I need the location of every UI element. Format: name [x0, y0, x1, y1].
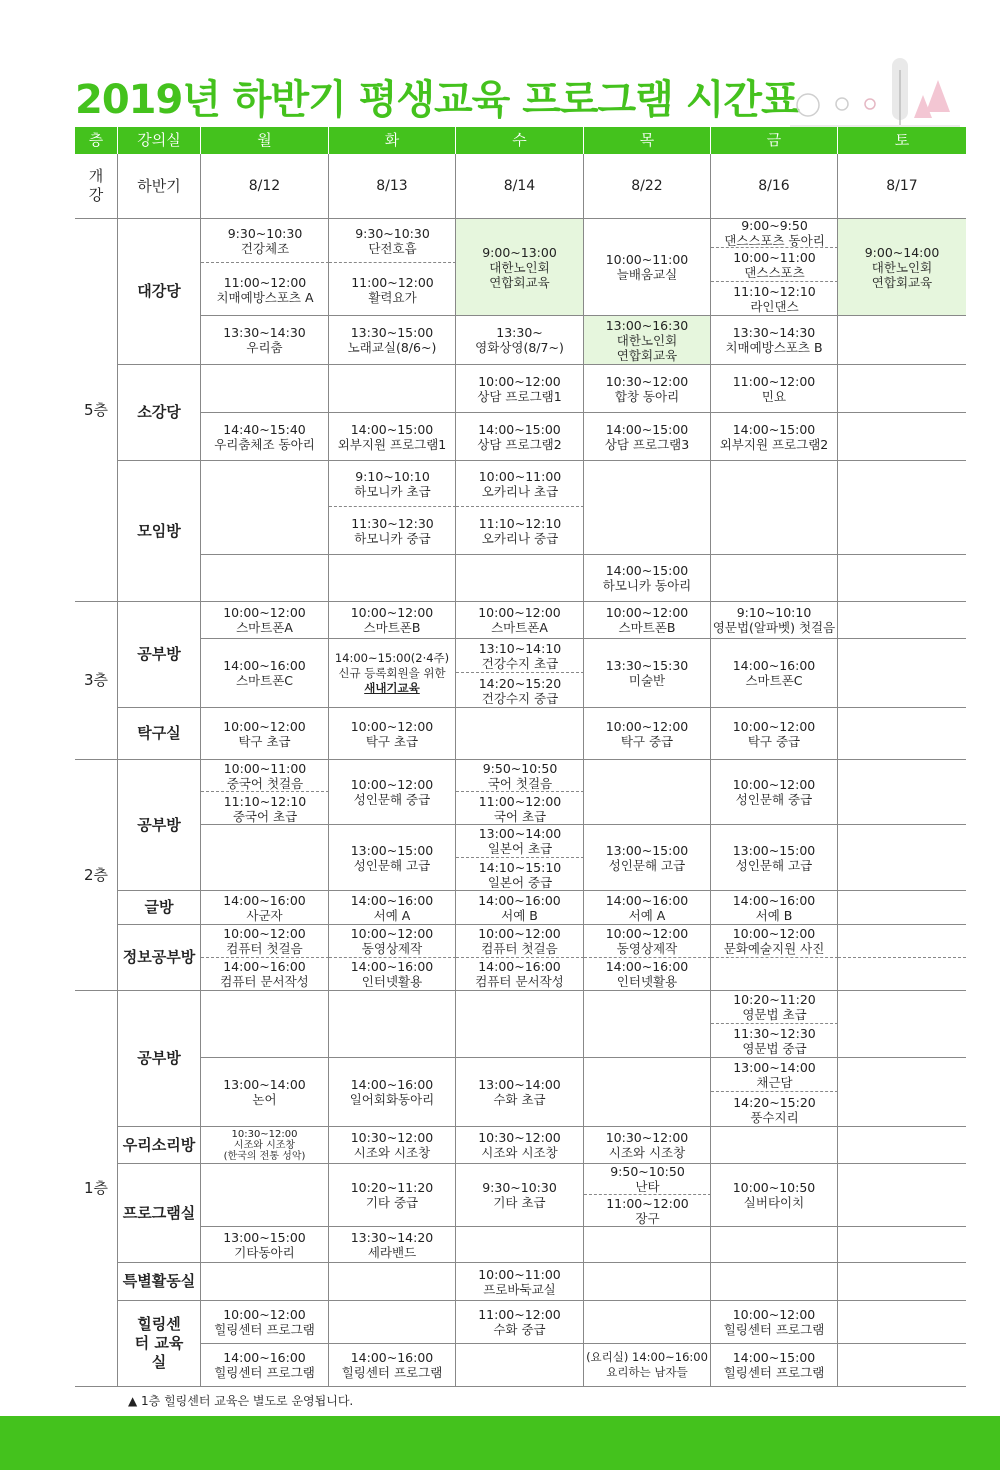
- session-d3: 10:00~12:00 스마트폰A: [456, 602, 584, 639]
- room-2-info: 정보공부방: [118, 925, 201, 991]
- session-d11: 14:00~16:00 스마트폰C: [711, 639, 838, 708]
- session-i6: 13:00~14:00 채근담: [711, 1058, 838, 1092]
- session-h3: 10:00~12:00 컴퓨터 첫걸음: [456, 925, 584, 958]
- empty-cell: [838, 413, 966, 461]
- empty-cell: [584, 1263, 711, 1301]
- empty-cell: [711, 461, 838, 555]
- opening-period: 하반기: [118, 154, 201, 219]
- session-g2: 14:00~16:00 서예 A: [329, 891, 456, 925]
- session-d8: 13:10~14:10 건강수지 초급: [456, 639, 584, 673]
- room-1-healing: 힐링센터 교육실: [118, 1301, 201, 1387]
- room-1-special: 특별활동실: [118, 1263, 201, 1301]
- session-b7: 14:00~15:00 상담 프로그램3: [584, 413, 711, 461]
- session-i1: 10:20~11:20 영문법 초급: [711, 991, 838, 1024]
- room-1-study: 공부방: [118, 991, 201, 1127]
- session-d4: 10:00~12:00 스마트폰B: [584, 602, 711, 639]
- room-5-auditorium: 대강당: [118, 219, 201, 365]
- room-5-meeting: 모임방: [118, 461, 201, 602]
- header-room: 강의실: [118, 127, 201, 154]
- session-k4: 11:00~12:00 장구: [606, 1196, 689, 1226]
- floor-2: 2층: [75, 760, 118, 991]
- session-a9: 11:10~12:10 라인댄스: [733, 284, 816, 314]
- session-a10: 9:00~14:00 대한노인회 연합회교육: [838, 219, 966, 316]
- page-title: 2019년 하반기 평생교육 프로그램 시간표: [75, 77, 799, 123]
- session-f5: 11:00~12:00 국어 초급: [478, 793, 562, 824]
- empty-cell: [201, 825, 329, 891]
- session-k3: 9:50~10:50 난타: [584, 1164, 711, 1195]
- session-c2: 11:30~12:30 하모니카 중급: [351, 516, 434, 546]
- session-a4: 11:00~12:00 활력요가: [351, 274, 434, 305]
- empty-cell: [711, 1227, 838, 1263]
- opening-date-sat: 8/17: [838, 154, 966, 219]
- session-a11: 13:30~14:30 우리춤: [201, 316, 329, 365]
- session-f4: 9:50~10:50 국어 첫걸음: [456, 760, 584, 792]
- empty-cell: [584, 991, 711, 1058]
- session-e1: 10:00~12:00 탁구 초급: [201, 708, 329, 760]
- session-k1: 10:20~11:20 기타 중급: [329, 1164, 456, 1227]
- session-d10: 13:30~15:30 미술반: [584, 639, 711, 708]
- session-c3: 10:00~11:00 오카리나 초급: [456, 461, 584, 507]
- tree-decoration-icon: [790, 50, 960, 130]
- session-j4: 10:30~12:00 시조와 시조창: [584, 1127, 711, 1164]
- session-c5: 14:00~15:00 하모니카 동아리: [584, 555, 711, 602]
- session-b1: 10:00~12:00 상담 프로그램1: [456, 365, 584, 413]
- room-1-sori: 우리소리방: [118, 1127, 201, 1164]
- opening-label: 개강: [75, 154, 118, 219]
- session-a1: 9:30~10:30 건강체조: [201, 219, 329, 263]
- opening-date-mon: 8/12: [201, 154, 329, 219]
- session-j3: 10:30~12:00 시조와 시조창: [456, 1127, 584, 1164]
- empty-cell: [838, 461, 966, 555]
- room-2-study: 공부방: [118, 760, 201, 891]
- session-e2: 10:00~12:00 탁구 초급: [329, 708, 456, 760]
- session-a12: 13:30~15:00 노래교실(8/6~): [329, 316, 456, 365]
- room-2-writing: 글방: [118, 891, 201, 925]
- session-l1: 10:00~11:00 프로바둑교실: [456, 1263, 584, 1301]
- empty-cell: [711, 1263, 838, 1301]
- session-f8: 13:00~14:00 일본어 초급: [456, 825, 584, 858]
- session-d2: 10:00~12:00 스마트폰B: [329, 602, 456, 639]
- session-f10: 13:00~15:00 성인문해 고급: [584, 825, 711, 891]
- opening-date-tue: 8/13: [329, 154, 456, 219]
- session-f6: 10:00~12:00 성인문해 중급: [711, 760, 838, 825]
- empty-cell: [838, 1127, 966, 1164]
- session-h6: 14:00~16:00 컴퓨터 문서작성: [201, 958, 329, 991]
- session-m5: 14:00~16:00 힐링센터 프로그램: [329, 1344, 456, 1387]
- empty-cell: [838, 1344, 966, 1387]
- session-m2: 11:00~12:00 수화 중급: [456, 1301, 584, 1344]
- empty-cell: [584, 1058, 711, 1127]
- floor-3: 3층: [75, 602, 118, 760]
- session-b2: 10:30~12:00 합창 동아리: [584, 365, 711, 413]
- empty-cell: [838, 925, 966, 958]
- session-m4: 14:00~16:00 힐링센터 프로그램: [201, 1344, 329, 1387]
- session-h2: 10:00~12:00 동영상제작: [329, 925, 456, 958]
- session-h5: 10:00~12:00 문화예술지원 사진: [711, 925, 838, 958]
- empty-cell: [838, 316, 966, 365]
- session-c1: 9:10~10:10 하모니카 초급: [329, 461, 456, 507]
- room-5-small-hall: 소강당: [118, 365, 201, 461]
- session-i7: 14:20~15:20 풍수지리: [733, 1094, 816, 1125]
- session-a8: 10:00~11:00 댄스스포츠: [711, 248, 838, 282]
- empty-cell: [329, 365, 456, 413]
- header-day-wed: 수: [456, 127, 584, 154]
- footer-bar: [0, 1416, 1000, 1470]
- empty-cell: [838, 825, 966, 891]
- empty-cell: [838, 958, 966, 991]
- floor-1: 1층: [75, 991, 118, 1387]
- empty-cell: [456, 708, 584, 760]
- empty-cell: [329, 1263, 456, 1301]
- empty-cell: [711, 555, 838, 602]
- empty-cell: [201, 461, 329, 555]
- session-a3: 9:30~10:30 단전호흡: [329, 219, 456, 263]
- empty-cell: [584, 760, 711, 825]
- session-i2: 11:30~12:30 영문법 중급: [733, 1026, 816, 1056]
- header-day-mon: 월: [201, 127, 329, 154]
- session-a6: 10:00~11:00 늘배움교실: [584, 219, 711, 316]
- empty-cell: [329, 991, 456, 1058]
- room-1-program: 프로그램실: [118, 1164, 201, 1263]
- session-k6: 13:00~15:00 기타동아리: [201, 1227, 329, 1263]
- session-k5: 10:00~10:50 실버타이치: [711, 1164, 838, 1227]
- header-day-thu: 목: [584, 127, 711, 154]
- empty-cell: [329, 1301, 456, 1344]
- opening-date-wed: 8/14: [456, 154, 584, 219]
- session-a5: 9:00~13:00 대한노인회 연합회교육: [456, 219, 584, 316]
- session-f11: 13:00~15:00 성인문해 고급: [711, 825, 838, 891]
- session-h8: 14:00~16:00 컴퓨터 문서작성: [456, 958, 584, 991]
- empty-cell: [456, 991, 584, 1058]
- session-b6: 14:00~15:00 상담 프로그램2: [456, 413, 584, 461]
- session-h7: 14:00~16:00 인터넷활용: [329, 958, 456, 991]
- footnote: ▲ 1층 힐링센터 교육은 별도로 운영됩니다.: [128, 1394, 354, 1408]
- empty-cell: [456, 1227, 584, 1263]
- session-i5: 13:00~14:00 수화 초급: [456, 1058, 584, 1127]
- empty-cell: [584, 461, 711, 555]
- session-a14: 13:00~16:30 대한노인회 연합회교육: [584, 316, 711, 365]
- empty-cell: [584, 1301, 711, 1344]
- session-j1: 10:30~12:00 시조와 시조창 (한국의 전통 성악): [201, 1127, 329, 1164]
- session-f1: 10:00~11:00 중국어 첫걸음: [201, 760, 329, 792]
- empty-cell: [711, 958, 838, 991]
- empty-cell: [838, 760, 966, 825]
- header-day-tue: 화: [329, 127, 456, 154]
- session-j2: 10:30~12:00 시조와 시조창: [329, 1127, 456, 1164]
- empty-cell: [838, 1263, 966, 1301]
- session-h9: 14:00~16:00 인터넷활용: [584, 958, 711, 991]
- session-f7: 13:00~15:00 성인문해 고급: [329, 825, 456, 891]
- empty-cell: [201, 555, 329, 602]
- empty-cell: [201, 1263, 329, 1301]
- session-g5: 14:00~16:00 서예 B: [711, 891, 838, 925]
- empty-cell: [838, 639, 966, 708]
- session-i3: 13:00~14:00 논어: [201, 1058, 329, 1127]
- session-d7: 14:00~15:00(2·4주) 신규 등록회원을 위한 새내기교육: [329, 639, 456, 708]
- empty-cell: [838, 602, 966, 639]
- header-floor: 층: [75, 127, 118, 154]
- header-day-fri: 금: [711, 127, 838, 154]
- empty-cell: [456, 1344, 584, 1387]
- session-h1: 10:00~12:00 컴퓨터 첫걸음: [201, 925, 329, 958]
- session-d9: 14:20~15:20 건강수지 중급: [478, 675, 562, 706]
- session-k7: 13:30~14:20 세라밴드: [329, 1227, 456, 1263]
- session-m3: 10:00~12:00 힐링센터 프로그램: [711, 1301, 838, 1344]
- session-m1: 10:00~12:00 힐링센터 프로그램: [201, 1301, 329, 1344]
- session-k2: 9:30~10:30 기타 초급: [456, 1164, 584, 1227]
- session-g3: 14:00~16:00 서예 B: [456, 891, 584, 925]
- session-g1: 14:00~16:00 사군자: [201, 891, 329, 925]
- session-a15: 13:30~14:30 치매예방스포츠 B: [711, 316, 838, 365]
- session-d6: 14:00~16:00 스마트폰C: [201, 639, 329, 708]
- session-b3: 11:00~12:00 민요: [711, 365, 838, 413]
- session-f3: 10:00~12:00 성인문해 중급: [329, 760, 456, 825]
- empty-cell: [838, 555, 966, 602]
- session-b5: 14:00~15:00 외부지원 프로그램1: [329, 413, 456, 461]
- session-g4: 14:00~16:00 서예 A: [584, 891, 711, 925]
- session-m6: (요리실) 14:00~16:00 요리하는 남자들: [584, 1344, 711, 1387]
- empty-cell: [456, 555, 584, 602]
- opening-date-fri: 8/16: [711, 154, 838, 219]
- session-a7: 9:00~9:50 댄스스포츠 동아리: [711, 219, 838, 248]
- session-f9: 14:10~15:10 일본어 중급: [478, 859, 562, 890]
- empty-cell: [838, 991, 966, 1058]
- session-e4: 10:00~12:00 탁구 중급: [711, 708, 838, 760]
- session-h4: 10:00~12:00 동영상제작: [584, 925, 711, 958]
- session-a13: 13:30~ 영화상영(8/7~): [456, 316, 584, 365]
- session-c4: 11:10~12:10 오카리나 중급: [478, 516, 562, 546]
- empty-cell: [838, 891, 966, 925]
- empty-cell: [838, 365, 966, 413]
- session-b4: 14:40~15:40 우리춤체조 동아리: [201, 413, 329, 461]
- opening-date-thu: 8/22: [584, 154, 711, 219]
- session-a2: 11:00~12:00 치매예방스포츠 A: [216, 274, 314, 305]
- empty-cell: [838, 1227, 966, 1263]
- header-day-sat: 토: [838, 127, 966, 154]
- empty-cell: [584, 1227, 711, 1263]
- room-3-pingpong: 탁구실: [118, 708, 201, 760]
- session-f2: 11:10~12:10 중국어 초급: [223, 793, 307, 824]
- empty-cell: [838, 1058, 966, 1127]
- floor-5: 5층: [75, 219, 118, 602]
- empty-cell: [711, 1127, 838, 1164]
- session-m7: 14:00~15:00 힐링센터 프로그램: [711, 1344, 838, 1387]
- empty-cell: [201, 1164, 329, 1227]
- empty-cell: [838, 708, 966, 760]
- empty-cell: [838, 1301, 966, 1344]
- session-e3: 10:00~12:00 탁구 중급: [584, 708, 711, 760]
- session-d1: 10:00~12:00 스마트폰A: [201, 602, 329, 639]
- session-d5: 9:10~10:10 영문법(알파벳) 첫걸음: [711, 602, 838, 639]
- room-3-study: 공부방: [118, 602, 201, 708]
- empty-cell: [201, 991, 329, 1058]
- empty-cell: [838, 1164, 966, 1227]
- session-i4: 14:00~16:00 일어회화동아리: [329, 1058, 456, 1127]
- empty-cell: [329, 555, 456, 602]
- session-b8: 14:00~15:00 외부지원 프로그램2: [711, 413, 838, 461]
- timetable: [75, 127, 966, 1387]
- empty-cell: [201, 365, 329, 413]
